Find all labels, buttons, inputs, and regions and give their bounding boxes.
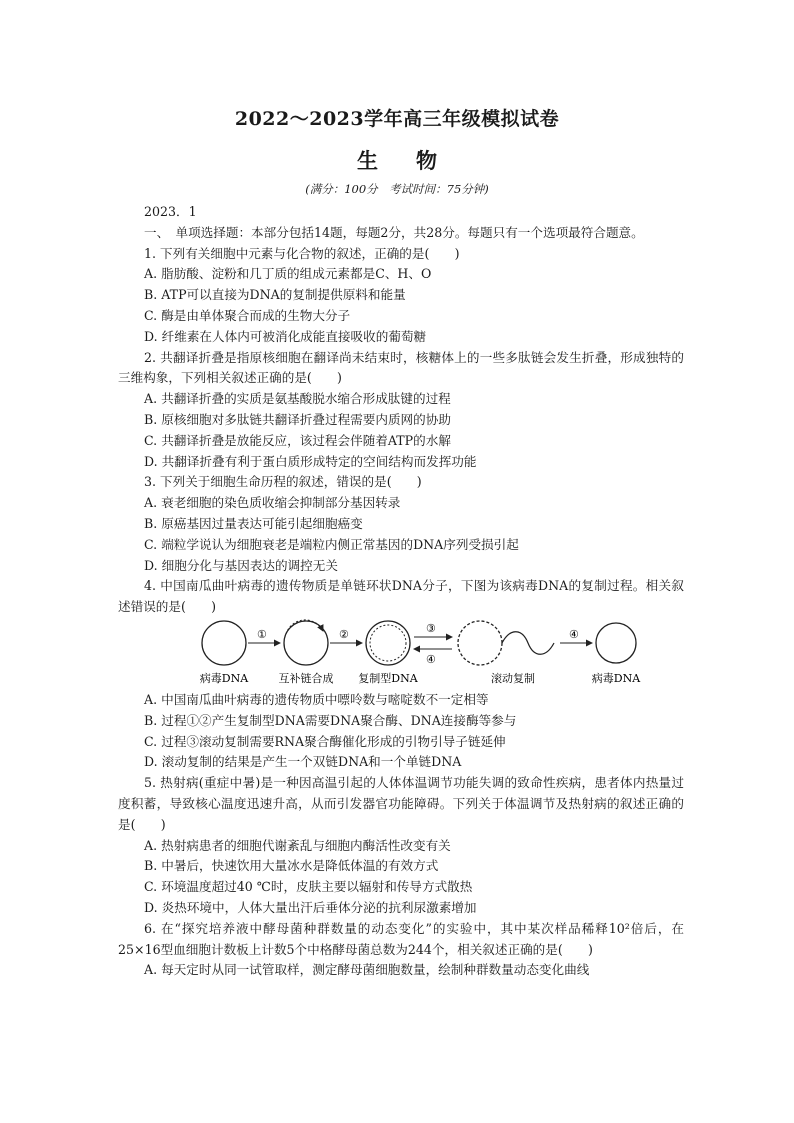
option: D. 共翻译折叠有利于蛋白质形成特定的空间结构而发挥功能 [144,453,477,469]
option: A. 脂肪酸、淀粉和几丁质的组成元素都是C、H、O [144,266,432,282]
exam-date: 2023．1 [144,204,197,219]
exam-title: 2022～2023学年高三年级模拟试卷 [234,108,560,130]
dna-replication-diagram [118,618,684,690]
option: D. 纤维素在人体内可被消化成能直接吸收的葡萄糖 [144,328,427,344]
option: C. 酶是由单体聚合而成的生物大分子 [144,307,351,323]
figure-label: 病毒DNA [591,671,641,685]
step-label: ① [257,627,267,641]
rolling-circle [458,621,502,665]
step-label: ④ [426,652,436,666]
option: D. 炎热环境中，人体大量出汗后垂体分泌的抗利尿激素增加 [144,899,477,915]
figure-label: 互补链合成 [278,671,334,685]
step-label: ② [339,627,349,641]
option: B. 原癌基因过量表达可能引起细胞癌变 [144,515,363,531]
complementary-circle [284,621,328,665]
viral-dna-circle [202,621,246,665]
option: C. 端粒学说认为细胞衰老是端粒内侧正常基因的DNA序列受损引起 [144,536,519,552]
option: C. 环境温度超过40 ℃时，皮肤主要以辐射和传导方式散热 [144,879,473,895]
option: B. ATP可以直接为DNA的复制提供原料和能量 [144,287,406,303]
viral-dna-circle-result [596,623,636,663]
option: A. 每天定时从同一试管取样，测定酵母菌细胞数量，绘制种群数量动态变化曲线 [144,962,590,978]
question-stem: 6. 在“探究培养液中酵母菌种群数量的动态变化”的实验中，其中某次样品稀释10²倍后，在25×16型血细胞计数板上计数5个中格酵母菌总数为244个，相关叙述正确的是( ) [118,920,684,957]
option: C. 共翻译折叠是放能反应，该过程会伴随着ATP的水解 [144,432,451,448]
figure-label: 滚动复制 [491,671,535,685]
option: B. 原核细胞对多肽链共翻译折叠过程需要内质网的协助 [144,411,451,427]
figure-label: 复制型DNA [358,671,418,685]
question-stem: 1. 下列有关细胞中元素与化合物的叙述，正确的是( ) [144,245,460,261]
section-heading: 一、 单项选择题：本部分包括14题，每题2分，共28分。每题只有一个选项最符合题意。 [144,224,644,240]
option: C. 过程③滚动复制需要RNA聚合酶催化形成的引物引导子链延伸 [144,733,506,749]
step-label: ④ [569,627,579,641]
option: D. 细胞分化与基因表达的调控无关 [144,557,338,573]
question-stem: 2. 共翻译折叠是指原核细胞在翻译尚未结束时，核糖体上的一些多肽链会发生折叠，形成独特的三维构象，下列相关叙述正确的是( ) [118,349,684,386]
exam-meta: (满分：100分 考试时间：75分钟) [305,182,489,196]
option: A. 热射病患者的细胞代谢紊乱与细胞内酶活性改变有关 [144,837,451,853]
option: A. 中国南瓜曲叶病毒的遗传物质中嘌呤数与嘧啶数不一定相等 [144,691,489,707]
option: A. 共翻译折叠的实质是氨基酸脱水缩合形成肽键的过程 [144,391,451,407]
option: B. 过程①②产生复制型DNA需要DNA聚合酶、DNA连接酶等参与 [144,712,517,728]
exam-subject: 生物 [357,148,475,173]
replicative-dna-circle [366,621,410,665]
option: B. 中暑后，快速饮用大量冰水是降低体温的有效方式 [144,858,439,874]
question-stem: 5. 热射病(重症中暑)是一种因高温引起的人体体温调节功能失调的致命性疾病，患者体内热量过度积蓄，导致核心温度迅速升高，从而引发器官功能障碍。下列关于体温调节及热射病的叙述正确的是( ) [118,775,684,832]
exam-body [118,202,684,981]
question-stem: 4. 中国南瓜曲叶病毒的遗传物质是单链环状DNA分子，下图为该病毒DNA的复制过程。相关叙述错误的是( ) [118,578,684,615]
dna-replication-figure [118,618,684,690]
figure-label: 病毒DNA [199,671,249,685]
option: D. 滚动复制的结果是产生一个双链DNA和一个单链DNA [144,754,462,770]
question-stem: 3. 下列关于细胞生命历程的叙述，错误的是( ) [144,474,422,490]
rolling-tail [502,632,554,655]
option: A. 衰老细胞的染色质收缩会抑制部分基因转录 [144,495,401,511]
step-label: ③ [426,621,436,635]
